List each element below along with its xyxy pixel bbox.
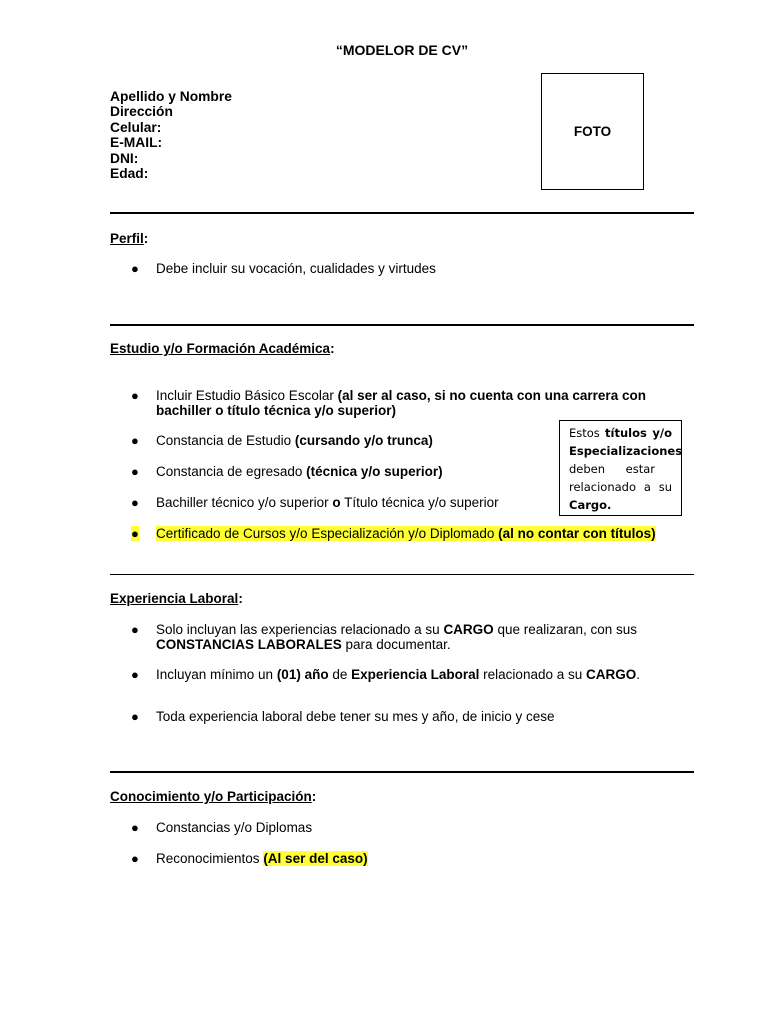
experiencia-item-bold: CARGO (586, 667, 637, 682)
estudio-item (156, 495, 546, 510)
bullet-icon: ● (131, 433, 139, 448)
experiencia-item-text: Incluyan mínimo un (156, 667, 277, 682)
side-note-box (559, 420, 682, 516)
personal-dni-label: DNI: (110, 150, 139, 166)
perfil-item-text: Debe incluir su vocación, cualidades y virtudes (156, 261, 436, 276)
personal-age-label: Edad: (110, 166, 149, 182)
estudio-item-text: Título técnica y/o superior (340, 495, 499, 510)
side-note-bold: títulos y/o Especializaciones (569, 426, 683, 458)
experiencia-item-text: de (328, 667, 352, 682)
experiencia-item-bold: CARGO (443, 622, 494, 637)
side-note-bold: Cargo. (569, 498, 612, 512)
experiencia-item-bold: Experiencia Laboral (351, 667, 480, 682)
estudio-item (156, 433, 546, 448)
section-divider (110, 212, 694, 214)
experiencia-item-text: que realizaran, con sus (493, 622, 638, 637)
estudio-item-bold: (cursando y/o trunca) (294, 433, 433, 448)
estudio-item-bold: o (332, 495, 341, 510)
side-note-text (569, 424, 683, 514)
side-note-part: Estos (569, 426, 606, 440)
conocimiento-item-text: Reconocimientos (156, 851, 264, 866)
section-divider (110, 324, 694, 326)
conocimiento-item (156, 820, 696, 835)
estudio-item-text: Certificado de Cursos y/o Especialización y/o Diplomado (156, 526, 499, 541)
personal-address-label: Dirección (110, 104, 173, 120)
side-note-part: deben estar relacionado a su (569, 462, 672, 494)
experiencia-item-text: . (636, 667, 641, 682)
estudio-item-text: Constancia de Estudio (156, 433, 295, 448)
conocimiento-heading: Conocimiento y/o Participación: (110, 789, 317, 804)
estudio-item-text: Bachiller técnico y/o superior (156, 495, 333, 510)
photo-label: FOTO (573, 124, 612, 139)
bullet-icon: ● (131, 388, 139, 403)
bullet-icon: ● (131, 667, 139, 682)
section-divider (110, 574, 694, 575)
experiencia-item-text: para documentar. (341, 637, 451, 653)
photo-placeholder (541, 73, 644, 190)
bullet-icon: ● (131, 495, 139, 510)
bullet-icon: ● (131, 622, 139, 637)
estudio-item-bold: (al ser al caso, si no cuenta con una carrera con bachiller o título técnica y/o superior) (156, 388, 646, 419)
experiencia-item-text: relacionado a su (479, 667, 586, 682)
experiencia-item-bold: (01) año (276, 667, 329, 682)
experiencia-item (156, 622, 676, 653)
bullet-icon: ● (131, 709, 139, 724)
experiencia-item (156, 667, 696, 682)
experiencia-item (156, 709, 696, 724)
estudio-item-highlighted (156, 526, 696, 541)
estudio-item (156, 388, 681, 419)
bullet-icon: ● (131, 526, 139, 541)
experiencia-heading: Experiencia Laboral: (110, 591, 243, 606)
estudio-heading-text: Estudio y/o Formación Académica (110, 341, 331, 356)
estudio-heading: Estudio y/o Formación Académica: (110, 341, 335, 356)
bullet-icon: ● (131, 851, 139, 866)
experiencia-item-text: Toda experiencia laboral debe tener su mes y año, de inicio y cese (156, 709, 555, 724)
perfil-heading: Perfil: (110, 231, 149, 246)
conocimiento-item (156, 851, 696, 866)
perfil-item (156, 261, 696, 276)
estudio-item-bold: (técnica y/o superior) (306, 464, 443, 479)
experiencia-heading-text: Experiencia Laboral (110, 591, 239, 606)
conocimiento-item-text: Constancias y/o Diplomas (156, 820, 313, 835)
experiencia-item-text: Solo incluyan las experiencias relacionado a su (156, 622, 444, 637)
bullet-icon: ● (131, 261, 139, 276)
conocimiento-heading-text: Conocimiento y/o Participación (110, 789, 312, 804)
conocimiento-item-bold: (Al ser del caso) (263, 851, 368, 866)
estudio-item-text: Constancia de egresado (156, 464, 307, 479)
bullet-icon: ● (131, 820, 139, 835)
personal-phone-label: Celular: (110, 119, 162, 135)
personal-info (110, 89, 232, 181)
experiencia-item-bold: CONSTANCIAS LABORALES (156, 637, 342, 653)
document-title: “MODELOR DE CV” (335, 42, 469, 58)
estudio-item-text: Incluir Estudio Básico Escolar (156, 388, 338, 403)
estudio-item-bold: (al no contar con títulos) (498, 526, 656, 541)
section-divider (110, 771, 694, 773)
bullet-icon: ● (131, 464, 139, 479)
perfil-heading-text: Perfil (110, 231, 144, 246)
estudio-item (156, 464, 546, 479)
personal-email-label: E-MAIL: (110, 135, 163, 151)
personal-name-label: Apellido y Nombre (110, 89, 232, 104)
